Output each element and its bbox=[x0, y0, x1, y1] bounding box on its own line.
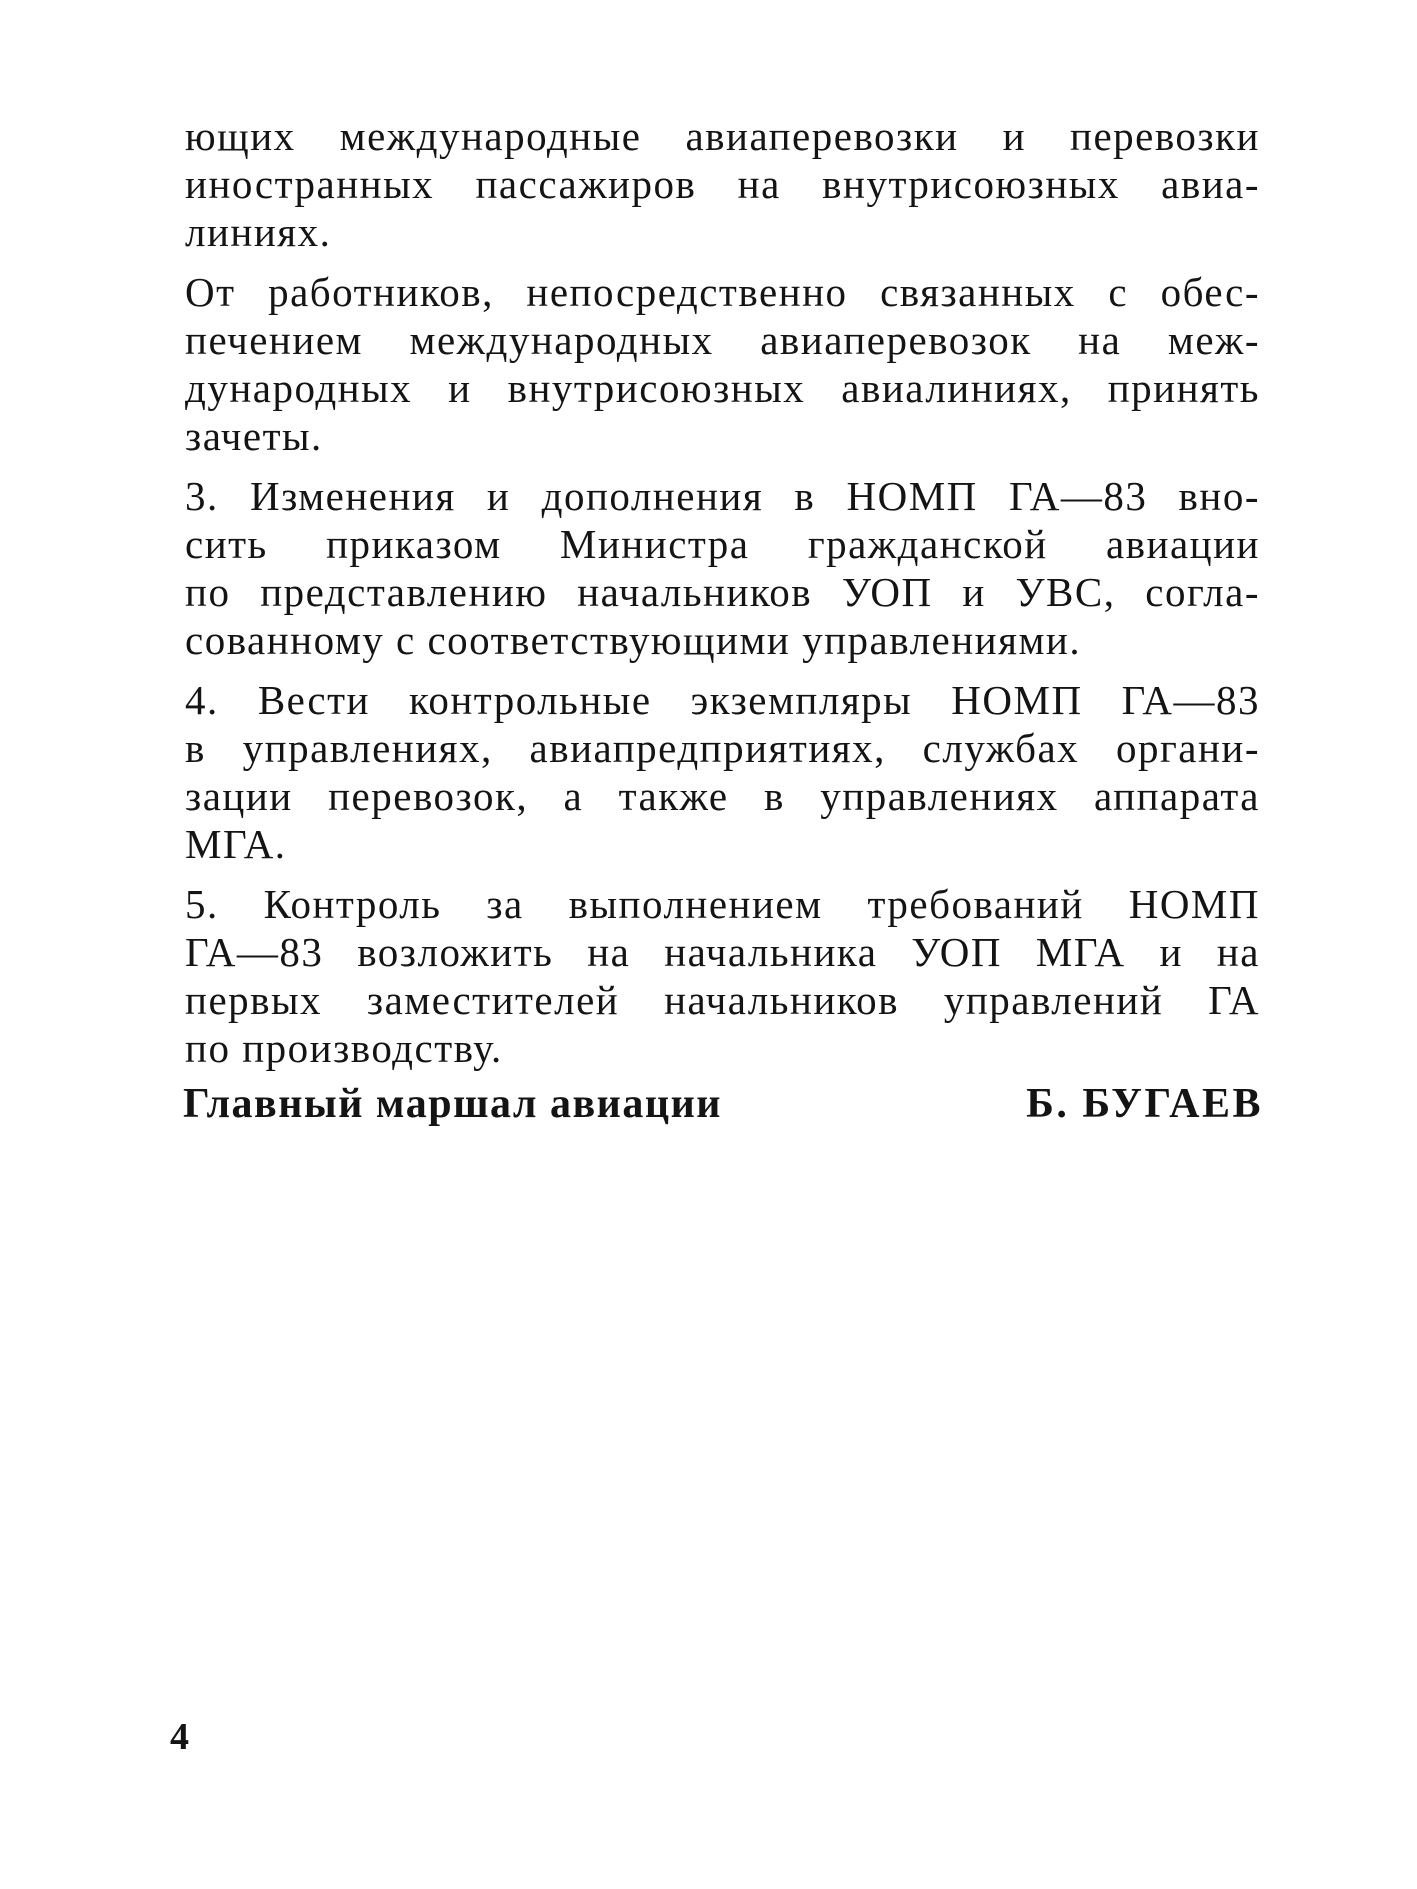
text-line: От работников, непосредственно связанных с обес- bbox=[185, 269, 1260, 315]
text-line: ГА—83 возложить на начальника УОП МГА и на bbox=[185, 929, 1260, 975]
text-line: в управлениях, авиапредприятиях, службах органи- bbox=[185, 725, 1260, 771]
text-line: 3. Изменения и дополнения в НОМП ГА—83 вно- bbox=[185, 473, 1260, 519]
text-line: по представлению начальников УОП и УВС, согла- bbox=[185, 569, 1260, 615]
text-line: зации перевозок, а также в управлениях аппарата bbox=[185, 773, 1260, 819]
text-line: ющих международные авиаперевозки и перевозки bbox=[185, 113, 1260, 159]
body-text bbox=[185, 112, 1260, 1084]
paragraph-exams bbox=[185, 268, 1260, 460]
text-line: 5. Контроль за выполнением требований НОМП bbox=[185, 881, 1260, 927]
signatory-title: Главный маршал авиации bbox=[183, 1081, 722, 1127]
paragraph-continuation bbox=[185, 112, 1260, 256]
paragraph-item-4 bbox=[185, 676, 1260, 868]
signatory-name: Б. БУГАЕВ bbox=[1026, 1081, 1263, 1127]
text-line: МГА. bbox=[185, 821, 287, 867]
paragraph-item-5 bbox=[185, 880, 1260, 1072]
signature-block bbox=[183, 1080, 1263, 1140]
text-line: печением международных авиаперевозок на меж- bbox=[185, 317, 1260, 363]
text-line: линиях. bbox=[185, 209, 332, 255]
paragraph-item-3 bbox=[185, 472, 1260, 664]
text-line: сованному с соответствующими управлениями. bbox=[185, 617, 1082, 663]
text-line: первых заместителей начальников управлений ГА bbox=[185, 977, 1260, 1023]
page-number: 4 bbox=[170, 1716, 189, 1758]
text-line: иностранных пассажиров на внутрисоюзных авиа- bbox=[185, 161, 1260, 207]
text-line: дународных и внутрисоюзных авиалиниях, принять bbox=[185, 365, 1260, 411]
text-line: сить приказом Министра гражданской авиации bbox=[185, 521, 1260, 567]
text-line: 4. Вести контрольные экземпляры НОМП ГА—83 bbox=[185, 677, 1260, 723]
text-line: по производству. bbox=[185, 1025, 503, 1071]
text-line: зачеты. bbox=[185, 413, 323, 459]
